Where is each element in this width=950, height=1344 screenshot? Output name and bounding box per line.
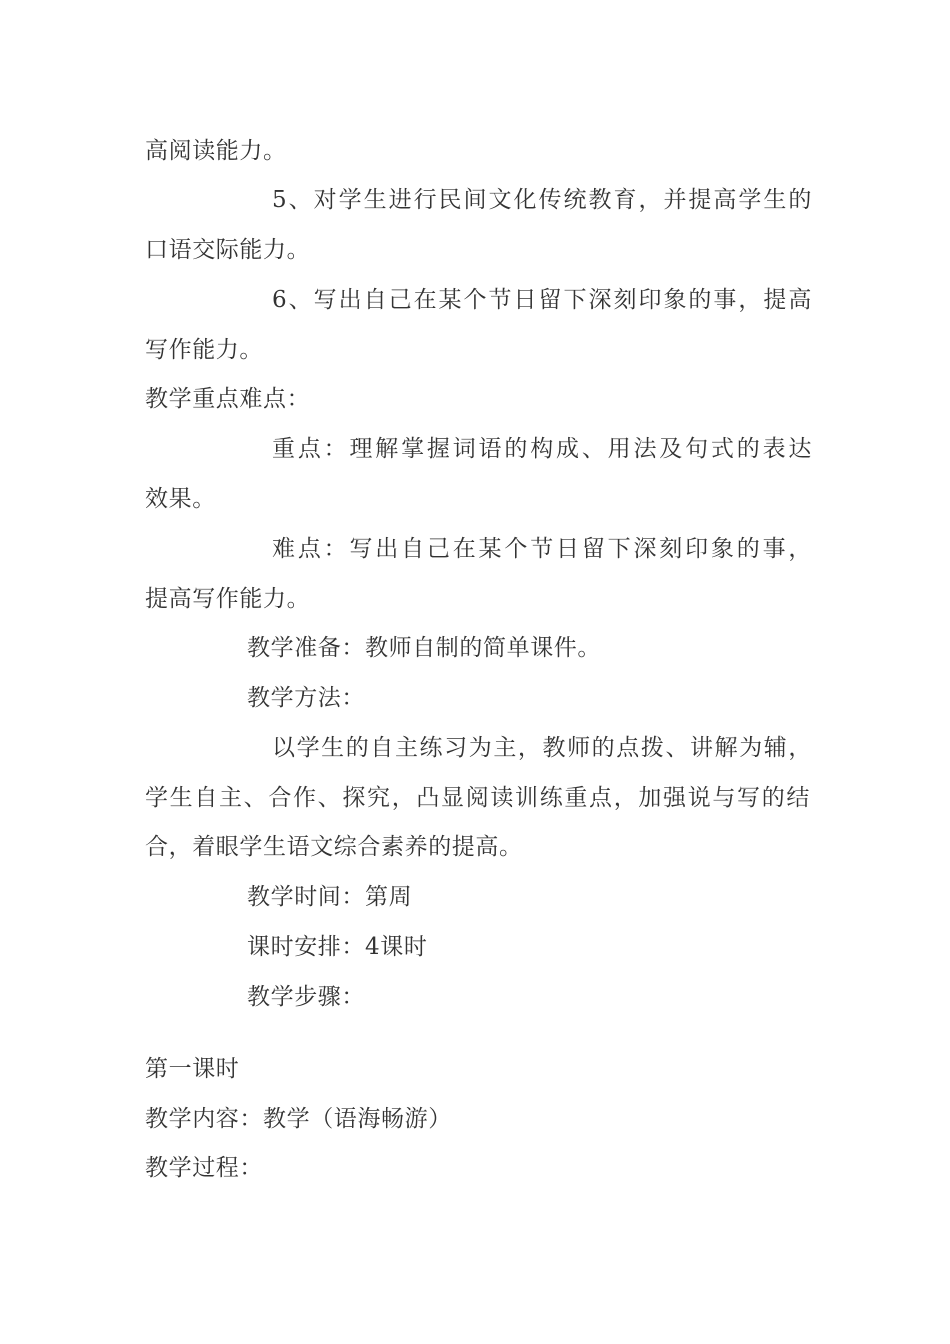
text-line: 高阅读能力。 <box>145 138 287 164</box>
text-line: 提高写作能力。 <box>145 586 311 612</box>
section-heading: 教学方法： <box>247 685 365 711</box>
text-line: 难点：写出自己在某个节日留下深刻印象的事， <box>272 536 812 562</box>
text-line: 重点：理解掌握词语的构成、用法及句式的表达 <box>272 436 812 462</box>
section-heading: 教学过程： <box>145 1155 263 1181</box>
text-line: 6、写出自己在某个节日留下深刻印象的事，提高 <box>272 287 812 313</box>
section-heading: 教学步骤： <box>247 984 365 1010</box>
text-line: 课时安排：4课时 <box>247 934 428 960</box>
text-line: 以学生的自主练习为主，教师的点拨、讲解为辅， <box>272 735 812 761</box>
text-line: 5、对学生进行民间文化传统教育，并提高学生的 <box>272 187 812 213</box>
text-line: 效果。 <box>145 486 216 512</box>
text-line: 写作能力。 <box>145 337 263 363</box>
text-line: 口语交际能力。 <box>145 237 311 263</box>
text-line: 教学时间：第周 <box>247 884 413 910</box>
text-line: 教学准备：教师自制的简单课件。 <box>247 635 601 661</box>
text-line: 合，着眼学生语文综合素养的提高。 <box>145 834 523 860</box>
text-line: 学生自主、合作、探究，凸显阅读训练重点，加强说与写的结 <box>145 785 810 811</box>
lesson-title: 第一课时 <box>145 1056 240 1082</box>
section-heading: 教学重点难点： <box>145 386 311 412</box>
text-line: 教学内容：教学（语海畅游） <box>145 1106 452 1132</box>
